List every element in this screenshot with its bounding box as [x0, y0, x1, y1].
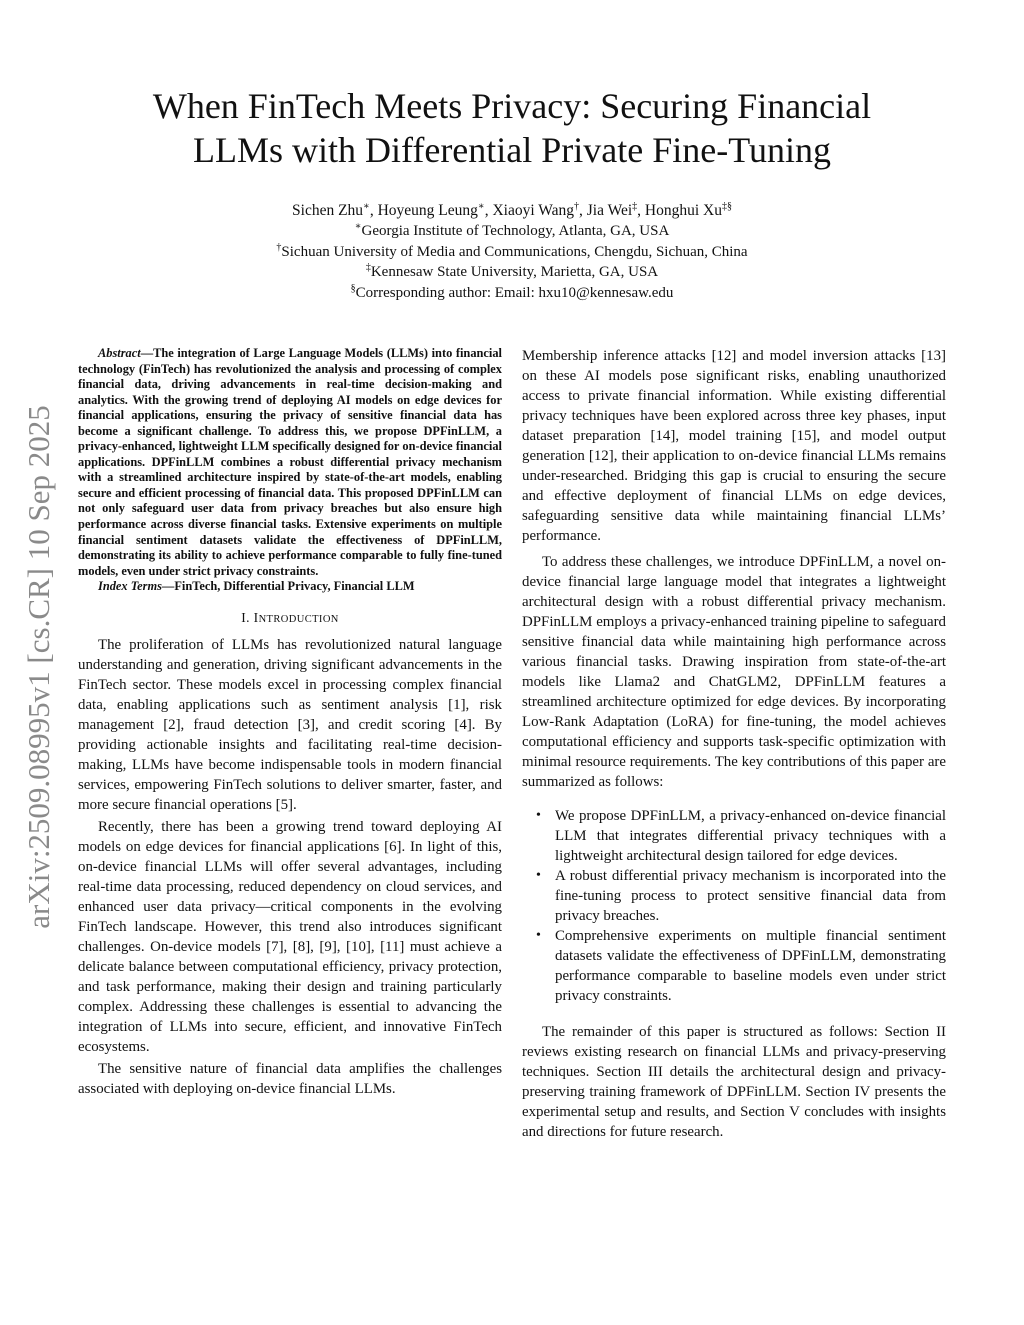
affiliation-mark: †: [276, 241, 282, 253]
affiliation: [100, 242, 924, 263]
author-mark: †: [574, 200, 579, 212]
affiliation-mark: ‡: [365, 262, 371, 273]
bullet-icon: •: [536, 928, 541, 943]
contribution-list: [522, 806, 946, 1006]
abstract: [78, 346, 502, 579]
author-mark: ∗: [477, 200, 485, 212]
bullet-icon: •: [536, 808, 541, 823]
body-paragraph: Membership inference attacks [12] and model inversion attacks [13] on these AI models pose significant risks, enabling unauthorized access to private financial information. While existing differential privacy techniques have been explored across three key phases, input dataset preparation [14], model training [15], and model output generation [12], their application to on-device financial LLMs remains under-researched. Bridging this gap is crucial to ensuring the secure and effective deployment of financial LLMs on edge devices, safeguarding sensitive data while maintaining financial LLMs’ performance.: [522, 348, 946, 544]
arxiv-stamp: arXiv:2509.08995v1 [cs.CR] 10 Sep 2025: [21, 405, 56, 929]
abstract-label: Abstract: [98, 346, 141, 360]
affiliation: [100, 221, 924, 242]
section-title-rest: NTRODUCTION: [258, 613, 339, 625]
paper-title: [60, 84, 964, 172]
abstract-text: The integration of Large Language Models (LLMs) into financial technology (FinTech) has revolutionized the analysis and processing of complex financial data, driving advancements in real-time decision-making and analytics. With the growing trend of deploying AI models on edge devices for financial applications, ensuring the privacy of sensitive financial data has become a significant challenge. To address this, we propose DPFinLLM, a privacy-enhanced, lightweight LLM specifically designed for on-device financial applications. DPFinLLM combines a robust differential privacy mechanism with a streamlined architecture inspired by state-of-the-art models, enabling secure and efficient processing of financial data. This proposed DPFinLLM can not only safeguard user data from privacy breaches but also ensure high performance across diverse financial tasks. Extensive experiments on multiple financial sentiment datasets validate the effectiveness of DPFinLLM, demonstrating its ability to achieve performance comparable to fully fine-tuned models, even under strict privacy constraints.: [78, 346, 502, 578]
affiliation-text: Kennesaw State University, Marietta, GA, USA: [370, 264, 659, 280]
author-mark: ‡: [632, 200, 638, 212]
author-block: [100, 201, 924, 303]
left-column: [78, 346, 502, 1101]
affiliation-text: Georgia Institute of Technology, Atlanta, GA, USA: [361, 223, 670, 239]
author-sep: ,: [579, 202, 587, 219]
affiliation-text: Sichuan University of Media and Communications, Chengdu, Sichuan, China: [281, 243, 748, 260]
affiliation-mark: ∗: [354, 221, 362, 232]
index-terms-dash: —: [161, 579, 175, 594]
author-mark: ∗: [363, 200, 370, 212]
author-name: Hoyeung Leung: [377, 202, 478, 219]
bullet-icon: •: [536, 868, 541, 883]
section-title-initial: I: [253, 609, 259, 625]
title-line-1: When FinTech Meets Privacy: Securing Financial: [152, 86, 872, 126]
affiliation-text: Corresponding author: Email: hxu10@kennesaw.edu: [355, 284, 674, 301]
section-number: I.: [241, 609, 254, 625]
author-sep: ,: [369, 202, 378, 219]
list-item: [536, 926, 946, 1006]
body-paragraph: The proliferation of LLMs has revolutionized natural language understanding and generation, driving significant advancements in the FinTech sector. These models excel in processing complex financial data, enabling applications such as sentiment analysis [1], risk management [2], fraud detection [3], and credit scoring [4]. By providing actionable insights and facilitating real-time decision-making, LLMs have become indispensable tools in modern financial services, empowering FinTech solutions to deliver smarter, faster, and more secure financial operations [5].: [78, 636, 502, 813]
right-column: [522, 346, 946, 1144]
body-paragraph: The sensitive nature of financial data amplifies the challenges associated with deploying on-device financial LLMs.: [78, 1060, 502, 1097]
author-sep: ,: [484, 202, 493, 219]
list-item: [536, 806, 946, 866]
abstract-dash: —: [140, 346, 154, 360]
author-name: Xiaoyi Wang: [492, 202, 574, 219]
affiliation-mark: §: [350, 282, 356, 294]
list-item-text: We propose DPFinLLM, a privacy-enhanced on-device financial LLM that integrates differential privacy techniques with a lightweight architectural design tailored for edge devices.: [555, 808, 946, 864]
author-list: [100, 201, 924, 221]
list-item-text: A robust differential privacy mechanism is incorporated into the fine-tuning process to protect sensitive financial data from privacy breaches.: [555, 868, 946, 924]
author-sep: ,: [637, 202, 645, 219]
list-item-text: Comprehensive experiments on multiple financial sentiment datasets validate the effectiveness of DPFinLLM, demonstrating performance comparable to baseline models even under strict privacy constraints.: [555, 928, 946, 1004]
affiliation: [100, 283, 924, 304]
body-paragraph: Recently, there has been a growing trend toward deploying AI models on edge devices for financial applications [6]. In light of this, on-device financial LLMs will offer several advantages, including real-time data processing, reduced dependency on cloud services, and enhanced user data privacy—critical components in the evolving FinTech landscape. However, this trend also introduces significant challenges. On-device models [7], [8], [9], [10], [11] must achieve a delicate balance between computational efficiency, privacy protection, and task performance, making their design and training particularly complex. Addressing these challenges is essential to advancing the integration of LLMs into secure, efficient, and innovative FinTech ecosystems.: [78, 818, 502, 1055]
body-paragraph: To address these challenges, we introduce DPFinLLM, a novel on-device financial large language model that integrates a lightweight architectural design with a robust differential privacy mechanism. DPFinLLM employs a privacy-enhanced training pipeline to safeguard sensitive financial data while maintaining high performance across various financial tasks. Drawing inspiration from state-of-the-art models like Llama2 and ChatGLM2, DPFinLLM features a streamlined architecture optimized for edge devices. By incorporating Low-Rank Adaptation (LoRA) for fine-tuning, the model achieves computational efficiency and supports task-specific optimization with minimal resource requirements. The key contributions of this paper are summarized as follows:: [522, 554, 946, 790]
author-name: Jia Wei: [586, 202, 633, 219]
title-line-2: LLMs with Differential Private Fine-Tuning: [193, 130, 831, 170]
list-item: [536, 866, 946, 926]
index-terms-label: Index Terms: [98, 579, 162, 594]
author-name: Honghui Xu: [644, 202, 722, 219]
index-terms: [78, 579, 502, 595]
author-name: Sichen Zhu: [292, 202, 364, 219]
affiliation: [100, 262, 924, 283]
body-paragraph: The remainder of this paper is structured as follows: Section II reviews existing research on financial LLMs and privacy-preserving techniques. Section III details the architectural design and privacy-preserving training framework of DPFinLLM. Section IV presents the experimental setup and results, and Section V concludes with insights and directions for future research.: [522, 1024, 946, 1140]
section-heading-introduction: [78, 609, 502, 629]
author-mark: ‡§: [721, 200, 732, 212]
index-terms-text: FinTech, Differential Privacy, Financial LLM: [174, 579, 415, 594]
